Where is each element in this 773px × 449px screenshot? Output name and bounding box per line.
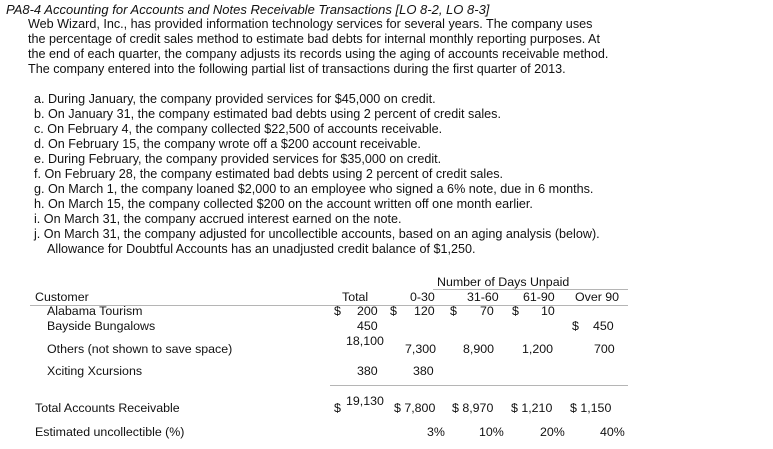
row-bayside-total: 450 [357,319,378,333]
transaction-i: i. On March 31, the company accrued interest earned on the note. [34,212,402,226]
transaction-c: c. On February 4, the company collected $22,500 of accounts receivable. [34,122,443,136]
row-bayside-over-90: 450 [593,319,614,333]
header-customer: Customer [35,290,89,304]
row-totals-0-30: $ 7,800 [394,401,436,415]
header-0-30: 0-30 [410,290,435,304]
header-over-90: Over 90 [575,290,620,304]
header-61-90: 61-90 [523,290,555,304]
row-totals-currency: $ [334,401,341,415]
group-header: Number of Days Unpaid [437,275,570,289]
row-xciting-total: 380 [357,364,378,378]
header-31-60: 31-60 [467,290,499,304]
row-estimated-over-90: 40% [600,425,625,439]
row-xciting-0-30: 380 [413,364,434,378]
row-others-31-60: 8,900 [463,342,495,356]
row-others-name: Others (not shown to save space) [47,342,233,356]
row-others-0-30: 7,300 [405,342,437,356]
transaction-f: f. On February 28, the company estimated bad debts using 2 percent of credit sales. [34,167,504,181]
row-alabama-31-60: 70 [480,304,494,318]
row-bayside-name: Bayside Bungalows [47,319,156,333]
row-alabama-currency-31-60: $ [450,304,457,318]
row-estimated-31-60: 10% [479,425,504,439]
intro-line-3: the end of each quarter, the company adjusts its records using the aging of accounts receivable method. [28,47,609,61]
transaction-d: d. On February 15, the company wrote off a $200 account receivable. [34,137,421,151]
row-totals-31-60: $ 8,970 [452,401,494,415]
row-alabama-0-30: 120 [414,304,435,318]
row-others-61-90: 1,200 [522,342,554,356]
row-alabama-61-90: 10 [541,304,555,318]
header-total: Total [342,290,369,304]
total-rule [330,385,628,386]
transaction-g: g. On March 1, the company loaned $2,000 to an employee who signed a 6% note, due in 6 months. [34,182,594,196]
row-totals-61-90: $ 1,210 [511,401,553,415]
row-estimated-0-30: 3% [427,425,445,439]
row-estimated-name: Estimated uncollectible (%) [35,425,185,439]
row-alabama-total: 200 [357,304,378,318]
row-totals-total: 19,130 [346,394,384,408]
intro-line-2: the percentage of credit sales method to estimate bad debts for internal monthly reporting purposes. At [28,32,600,46]
row-others-total: 18,100 [346,334,384,348]
intro-line-1: Web Wizard, Inc., has provided information technology services for several years. The company uses [28,17,593,31]
row-bayside-currency-over-90: $ [572,319,579,333]
transaction-b: b. On January 31, the company estimated bad debts using 2 percent of credit sales. [34,107,501,121]
transaction-a: a. During January, the company provided services for $45,000 on credit. [34,92,436,106]
row-totals-name: Total Accounts Receivable [35,401,180,415]
row-alabama-currency-61-90: $ [512,304,519,318]
transaction-j: j. On March 31, the company adjusted for uncollectible accounts, based on an aging analysis (below). [34,227,600,241]
intro-line-4: The company entered into the following partial list of transactions during the first quarter of 2013. [28,62,566,76]
row-others-over-90: 700 [594,342,615,356]
row-alabama-name: Alabama Tourism [47,304,143,318]
problem-title: PA8-4 Accounting for Accounts and Notes Receivable Transactions [LO 8-2, LO 8-3] [6,2,490,17]
row-totals-over-90: $ 1,150 [570,401,612,415]
row-xciting-name: Xciting Xcursions [47,364,143,378]
row-alabama-currency-total: $ [334,304,341,318]
transaction-h: h. On March 15, the company collected $200 on the account written off one month earlier. [34,197,533,211]
row-alabama-currency-0-30: $ [390,304,397,318]
transaction-e: e. During February, the company provided services for $35,000 on credit. [34,152,442,166]
row-estimated-61-90: 20% [540,425,565,439]
transaction-j-continued: Allowance for Doubtful Accounts has an unadjusted credit balance of $1,250. [47,242,476,256]
